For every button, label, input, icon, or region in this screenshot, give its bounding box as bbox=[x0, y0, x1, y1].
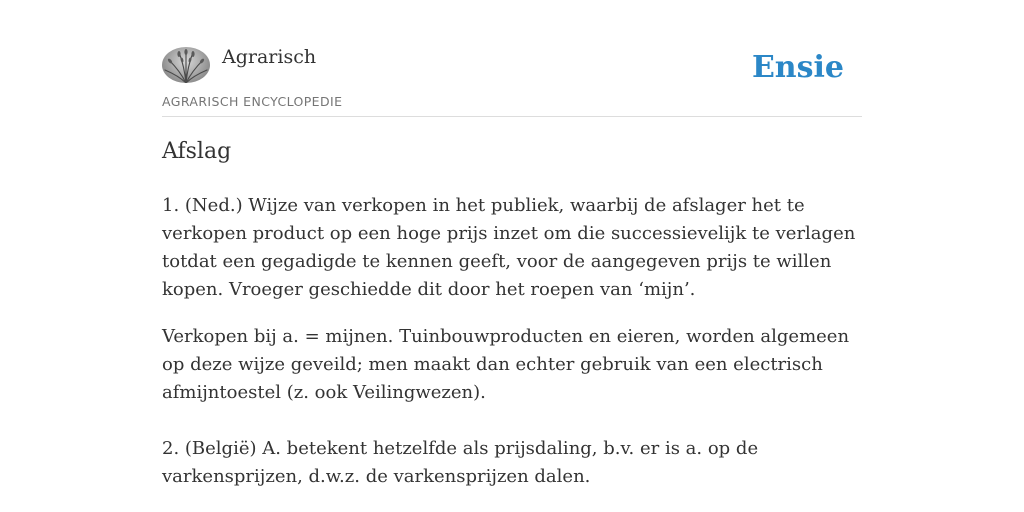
brand-name[interactable]: Agrarisch bbox=[222, 46, 317, 68]
ensie-home-link[interactable]: Ensie bbox=[751, 50, 844, 85]
wheat-logo-icon[interactable] bbox=[162, 47, 210, 83]
header bbox=[162, 40, 862, 117]
article-paragraph-1: 1. (Ned.) Wijze van verkopen in het publiek, waarbij de afslager het te verkopen product op een hoge prijs inzet om die successievelijk te verlagen totdat een gegadigde te kennen geeft, voor de aangegeven prijs te willen kopen. Vroeger geschiedde dit door het roepen van ‘mijn’. bbox=[162, 195, 856, 300]
article-paragraph-3: 2. (België) A. betekent hetzelfde als prijsdaling, b.v. er is a. op de varkensprijzen, d.w.z. de varkensprijzen dalen. bbox=[162, 438, 759, 487]
brand-subtitle: AGRARISCH ENCYCLOPEDIE bbox=[162, 94, 343, 109]
article-paragraph-2: Verkopen bij a. = mijnen. Tuinbouwproducten en eieren, worden algemeen op deze wijze geveild; men maakt dan echter gebruik van een electrisch afmijntoestel (z. ook Veilingwezen). bbox=[162, 326, 850, 403]
article-title: Afslag bbox=[162, 139, 232, 164]
